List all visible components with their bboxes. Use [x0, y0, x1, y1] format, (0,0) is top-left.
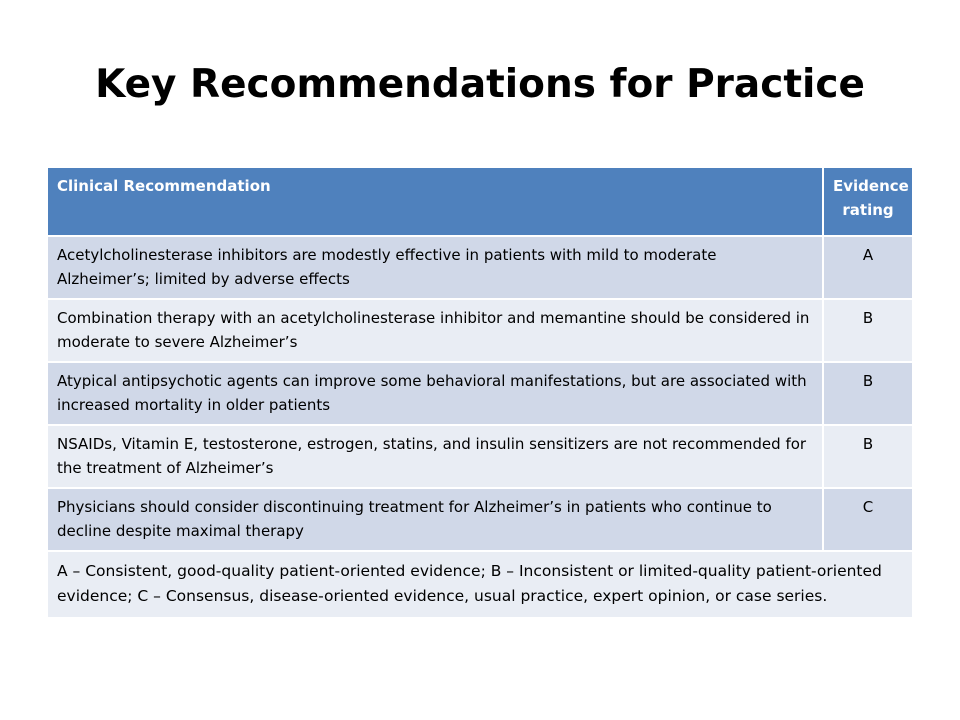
recommendations-table — [48, 168, 912, 619]
table-row — [48, 425, 912, 488]
recommendation-cell: Combination therapy with an acetylcholinesterase inhibitor and memantine should be considered in moderate to severe Alzheimer’s — [48, 299, 823, 362]
rating-cell: B — [823, 425, 912, 488]
table-row — [48, 299, 912, 362]
recommendation-cell: Atypical antipsychotic agents can improve some behavioral manifestations, but are associated with increased mortality in older patients — [48, 362, 823, 425]
header-clinical-recommendation: Clinical Recommendation — [48, 168, 823, 236]
rating-cell: B — [823, 299, 912, 362]
header-evidence-rating: Evidence rating — [823, 168, 912, 236]
table-row — [48, 236, 912, 299]
table-header-row — [48, 168, 912, 236]
recommendation-cell: Acetylcholinesterase inhibitors are modestly effective in patients with mild to moderate Alzheimer’s; limited by adverse effects — [48, 236, 823, 299]
table-row — [48, 488, 912, 551]
table-row — [48, 362, 912, 425]
recommendation-cell: Physicians should consider discontinuing treatment for Alzheimer’s in patients who continue to decline despite maximal therapy — [48, 488, 823, 551]
evidence-legend: A – Consistent, good-quality patient-oriented evidence; B – Inconsistent or limited-quality patient-oriented evidence; C – Consensus, disease-oriented evidence, usual practice, expert opinion, or case series. — [48, 551, 912, 618]
slide-title: Key Recommendations for Practice — [95, 62, 865, 107]
rating-cell: C — [823, 488, 912, 551]
rating-cell: B — [823, 362, 912, 425]
rating-cell: A — [823, 236, 912, 299]
recommendation-cell: NSAIDs, Vitamin E, testosterone, estrogen, statins, and insulin sensitizers are not recommended for the treatment of Alzheimer’s — [48, 425, 823, 488]
evidence-legend-row — [48, 551, 912, 618]
